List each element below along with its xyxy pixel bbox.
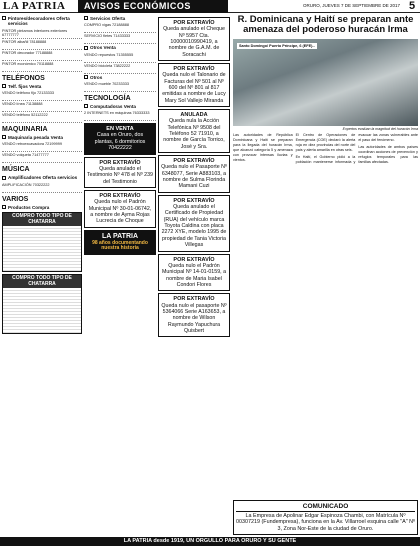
category-heading: VARIOS — [2, 195, 29, 203]
ad-text: Casa en Oruro, dos plantas, 6 dormitorios 70422222 — [94, 132, 146, 152]
comunicado-box — [233, 500, 418, 535]
promo-sub: 98 años documentando nuestra historia — [92, 239, 148, 252]
photo-credit: Santo Domingo/ Puerto Príncipe, 6 (EFE).- — [239, 43, 315, 48]
square-bullet-icon — [2, 16, 6, 20]
ad-title: POR EXTRAVÍO — [173, 66, 215, 73]
category-heading: MÚSICA — [2, 166, 30, 174]
page-number: 5 — [408, 0, 416, 12]
classified-ad: COMPRO vigas 72188888 — [84, 22, 156, 33]
chatarra-ad — [2, 274, 82, 334]
article-headline: R. Dominicana y Haití se preparan ante amenaza del poderoso huracán Irma — [237, 14, 414, 36]
ad-text: Queda anulado el Testimonio Nº 478 el Nº 239 del Testimonio — [87, 165, 153, 185]
article-paragraph: Las autoridades de República Dominicana y Haití se preparan para la llegada del huracán Irma, que alcanzó categoría 5 y amenaza con provocar intensas lluvias y vientos. — [233, 133, 293, 162]
subcategory-label: Productos Compra — [8, 204, 50, 210]
ad-image — [3, 288, 81, 333]
article-photo — [233, 39, 418, 126]
article-paragraph: En Haití, el Gobierno pidió a la población mantenerse informada y evacuar las zonas vulnerables ante el paso del fenómeno. — [295, 133, 418, 164]
ad-text: Queda nulo el Pasaporte Nº 6348077, Serie A883103, a nombre de Sulma Florinda Mamani Cuzi — [161, 164, 227, 190]
ad-title: COMPRO TODO TIPO DE CHATARRA — [3, 275, 81, 289]
ad-text: Queda anulado el Cheque Nº 5957 Cta. 10000010990419, a nombre de G.A.M. de Soracachi — [163, 26, 225, 58]
subcategory-label: Pintores/decoradores Oferta servicios — [7, 16, 70, 27]
ads-column — [158, 15, 230, 536]
subcategory-heading — [2, 16, 82, 27]
ad-text: Queda nulo el pasaporte Nº 5364066 Serie A163653, a nombre de Wilson Raymundo Yapuchura Quisbert — [161, 302, 227, 334]
category-heading: TECNOLOGÍA — [84, 94, 131, 102]
comunicado-title: COMUNICADO — [236, 503, 415, 511]
ad-title: POR EXTRAVÍO — [173, 158, 215, 165]
lost-notice — [84, 190, 156, 228]
article-paragraph: Las autoridades de ambos países coordinan acciones de prevención y refugios temporales para las familias afectadas. — [358, 144, 418, 164]
lost-notice — [84, 157, 156, 188]
newspaper-logo: LA PATRIA — [3, 0, 66, 12]
classified-ad: PINTOR decorador 77188888 — [2, 50, 82, 61]
square-bullet-icon — [2, 205, 6, 209]
classified-ad: VENDO bicicleta 73822222 — [84, 63, 156, 74]
square-bullet-icon — [84, 104, 88, 108]
lost-notice — [158, 293, 230, 337]
square-bullet-icon — [2, 135, 6, 139]
ad-title: POR EXTRAVÍO — [173, 197, 215, 204]
classified-ad: VENDO mueble 70233333 — [84, 81, 156, 92]
subcategory-label: Computadoras Venta — [90, 103, 136, 109]
lost-notice — [158, 155, 230, 193]
classified-ad: VENDO volqueta 71477777 — [2, 152, 82, 163]
ad-text: Queda nulo el Padrón Municipal Nº 30-01-06742, a nombre de Ayma Rojas Lucrecia de Choque — [88, 199, 152, 225]
lost-notice — [158, 109, 230, 153]
ad-title: EN VENTA — [106, 126, 134, 133]
promo-title: LA PATRIA — [101, 232, 139, 240]
subcategory-heading — [2, 84, 82, 89]
ad-title: POR EXTRAVÍO — [173, 20, 215, 26]
subcategory-label: Otros Venta — [90, 45, 116, 51]
article — [233, 15, 418, 536]
subcategory-heading — [2, 175, 82, 180]
photo-caption: Expertos evalúan la magnitud del huracán Irma — [342, 126, 418, 131]
classified-ad: VENDO teléfono fijo 72133333 — [2, 90, 82, 101]
page-footer: LA PATRIA desde 1919, UN ORGULLO PARA ORURO Y SU GENTE — [0, 537, 420, 546]
classified-ad: VENDO línea 71138888 — [2, 101, 82, 112]
square-bullet-icon — [2, 176, 6, 180]
ad-title: POR EXTRAVÍO — [99, 192, 141, 199]
classified-ad: VENDO teléfono 52112222 — [2, 112, 82, 123]
subcategory-label: Servicios Oferta — [90, 16, 126, 21]
ad-text: Queda nulo el Talonario de Facturas del Nº 501 al Nº 600 del Nº 801 al 817 emitidas a nombre de Lucy Mary Sol Vallejo Miranda — [162, 72, 226, 104]
ad-text: Queda nula la Acción Telefónica Nº 9508 del Teléfono 52 71910, a nombre de García Torrico, José y Sra. — [163, 118, 225, 150]
classifieds-column — [2, 15, 82, 536]
lost-notice — [158, 254, 230, 292]
issue-date: ORURO, JUEVES 7 DE SEPTIEMBRE DE 2017 — [302, 3, 400, 9]
ad-title: POR EXTRAVÍO — [173, 296, 215, 303]
ad-title: ANULADA — [180, 112, 208, 119]
ad-text: Queda nulo el Padrón Municipal Nº 14-01-0159, a nombre de Maria Isabel Condori Flores — [161, 262, 227, 288]
classified-ad: SERVICIO fletes 71433333 — [84, 33, 156, 44]
subcategory-heading — [2, 135, 82, 140]
classified-ad: VENDO repuestos 71355555 — [84, 52, 156, 63]
comunicado-text: La Empresa de Apolinar Edgar Espinoza Chambi, con Matrícula Nº 00307219 (Fundempresa), funciona en la Av. Villarroel esquina calle "A" Nº 3, Zona Nor-Este de la ciudad de Oruro. — [236, 512, 416, 532]
category-heading: TELÉFONOS — [2, 74, 45, 82]
lost-notice — [158, 195, 230, 252]
subcategory-heading — [2, 205, 82, 210]
article-paragraph: El Centro de Operaciones de Emergencia (COE) declaró la alerta roja en diez provincias del norte del país y alerta amarilla en otras seis. — [295, 133, 356, 152]
subcategory-heading — [84, 16, 156, 21]
square-bullet-icon — [2, 84, 6, 88]
chatarra-ad — [2, 212, 82, 272]
ad-title: POR EXTRAVÍO — [99, 159, 141, 166]
sale-ad — [84, 123, 156, 154]
patria-promo — [84, 230, 156, 256]
square-bullet-icon — [84, 46, 88, 50]
lost-notice — [158, 17, 230, 61]
subcategory-heading — [84, 104, 156, 109]
square-bullet-icon — [84, 16, 88, 20]
classified-ad: PINTOR pintamos interiores exteriores 67777777 — [2, 28, 82, 39]
subcategory-heading — [84, 45, 156, 50]
lost-notice — [158, 63, 230, 107]
ad-text: Queda anulado el Certificado de Propiedad (RUA) del vehículo marca Toyota Caldina con placa 2272 XYE, modelo 1995 de propiedad de Tania Victoria Villegas — [161, 204, 227, 249]
classified-ad: VENDO retroexcavadora 72199999 — [2, 141, 82, 152]
subcategory-heading — [84, 75, 156, 80]
subcategory-label: Telf. fijos Venta — [8, 83, 42, 89]
classified-ad: 2 INTERNETS en máquinas 76333333 — [84, 110, 156, 121]
page-header — [0, 0, 420, 13]
classified-ad: AMPLIFICACIÓN 70322222 — [2, 182, 82, 193]
classified-ad: PINTOR albañil 78188888 — [2, 39, 82, 50]
subcategory-label: Otros — [90, 74, 103, 80]
square-bullet-icon — [84, 75, 88, 79]
classifieds-column-2 — [84, 15, 156, 536]
classified-ad: PINTOR económico 70118888 — [2, 61, 82, 72]
section-title: AVISOS ECONÓMICOS — [78, 0, 228, 13]
ad-title: COMPRO TODO TIPO DE CHATARRA — [3, 213, 81, 227]
subcategory-label: Maquinaria pesada Venta — [8, 134, 63, 140]
article-body — [233, 133, 418, 358]
ad-image — [3, 226, 81, 271]
ad-title: POR EXTRAVÍO — [173, 256, 215, 263]
subcategory-label: Amplificadores Oferta servicios — [8, 175, 78, 181]
category-heading: MAQUINARIA — [2, 125, 48, 133]
